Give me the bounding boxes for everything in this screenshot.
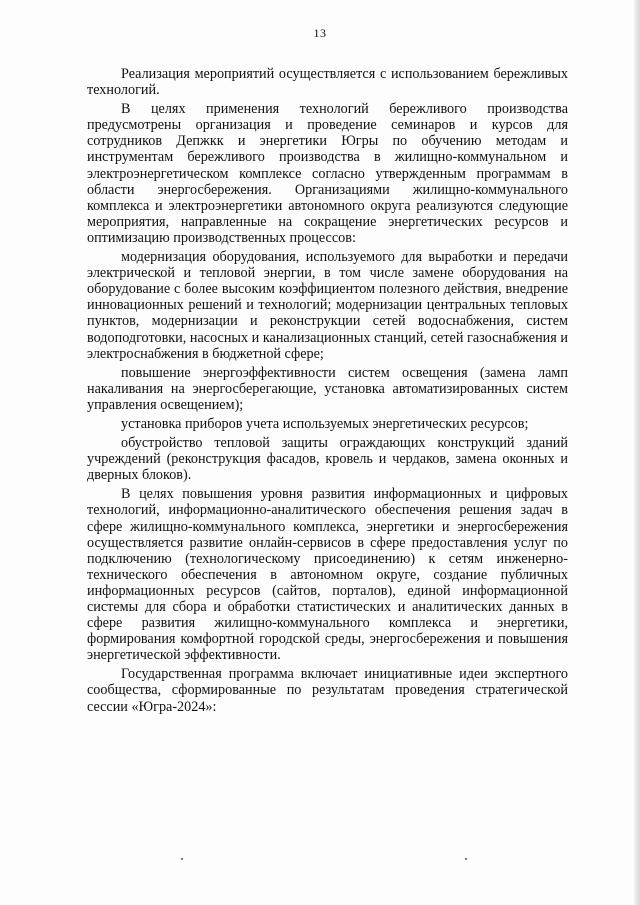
page-edge-shadow	[634, 0, 640, 905]
paragraph-metering-devices: установка приборов учета используемых энергетических ресурсов;	[121, 415, 529, 432]
paragraph-digital-technologies: В целях повышения уровня развития информационных и цифровых технологий, информационно-аналитического обеспечения решения задач в сфере жилищно-коммунального комплекса, энергетики и энергосбережения осуществляется развитие онлайн-сервисов в сфере предоставления услуг по подключению (технологическому присоединению) к сетям инженерно-технического обеспечения в автономном округе, создание публичных информационных ресурсов (сайтов, порталов), единой информационной системы для сбора и обработки статистических и аналитических данных в сфере развития жилищно-коммунального комплекса и энергетики, формирования комфортной городской среды, энергосбережения и повышения энергетической эффективности.	[87, 486, 568, 664]
scan-speck	[465, 858, 467, 860]
paragraph-expert-initiatives: Государственная программа включает инициативные идеи экспертного сообщества, сформированные по результатам проведения стратегической сессии «Югра-2024»:	[87, 666, 568, 715]
scan-speck	[181, 858, 183, 860]
body-text	[87, 66, 568, 715]
paragraph-thermal-protection: обустройство тепловой защиты ограждающих конструкций зданий учреждений (реконструкция фасадов, кровель и чердаков, замена оконных и дверных блоков).	[87, 435, 568, 484]
page-number: 13	[313, 26, 327, 40]
paragraph-lean-tech-intro: Реализация мероприятий осуществляется с использованием бережливых технологий.	[87, 66, 568, 99]
paragraph-equipment-modernization: модернизация оборудования, используемого для выработки и передачи электрической и тепловой энергии, в том числе замене оборудования на оборудование с более высоким коэффициентом полезного действия, внедрение инновационных решений и технологий; модернизации центральных тепловых пунктов, модернизации и реконструкции сетей водоснабжения, систем водоподготовки, насосных и канализационных станций, сетей газоснабжения и электроснабжения в бюджетной сфере;	[87, 249, 568, 362]
paragraph-lean-training: В целях применения технологий бережливого производства предусмотрены организация и проведение семинаров и курсов для сотрудников Депжкк и энергетики Югры по обучению методам и инструментам бережливого производства в жилищно-коммунальном и электроэнергетическом комплексе согласно утвержденным программам в области энергосбережения. Организациями жилищно-коммунального комплекса и электроэнергетики автономного округа реализуются следующие мероприятия, направленные на сокращение энергетических ресурсов и оптимизацию производственных процессов:	[87, 101, 568, 246]
paragraph-lighting-efficiency: повышение энергоэффективности систем освещения (замена ламп накаливания на энергосберегающие, установка автоматизированных систем управления освещением);	[87, 364, 568, 413]
